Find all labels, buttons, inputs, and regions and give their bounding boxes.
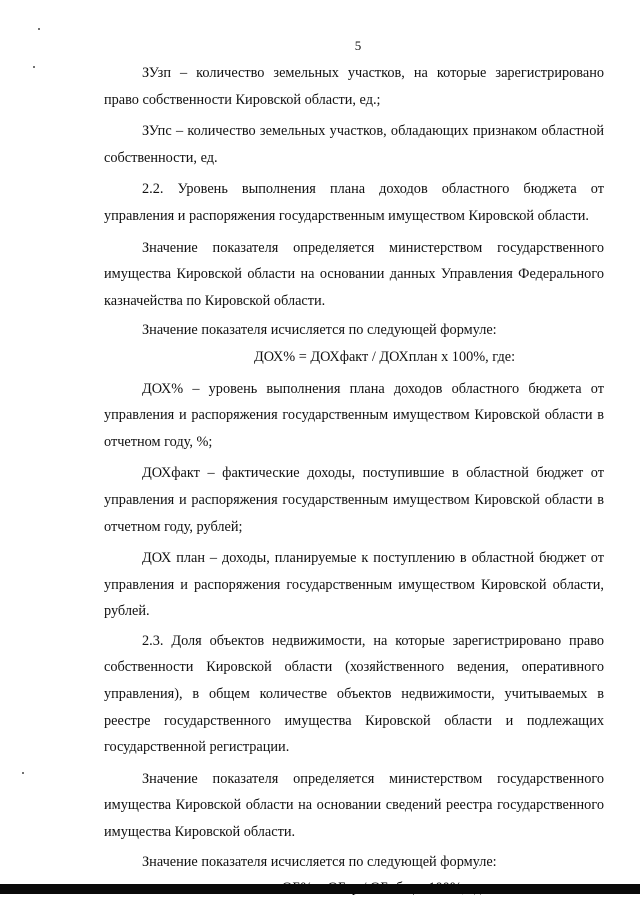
document-body: [104, 60, 604, 902]
page-number: 5: [354, 38, 362, 53]
scan-speck: [38, 28, 40, 30]
formula-intro-2: Значение показателя исчисляется по следующей формуле:: [142, 853, 497, 870]
section-2-3-heading: 2.3. Доля объектов недвижимости, на которые зарегистрировано право собственности Кировской области (хозяйственного ведения, оперативного управления), в общем количестве объектов недвижимости, учитываемых в реестре государственного имущества Кировской области и подлежащих государственной регистрации.: [104, 632, 604, 756]
section-2-2-heading: 2.2. Уровень выполнения плана доходов областного бюджета от управления и распоряжения государственным имуществом Кировской области.: [104, 181, 604, 224]
formula-intro: Значение показателя исчисляется по следующей формуле:: [142, 322, 497, 339]
definition-zuzp: ЗУзп – количество земельных участков, на которые зарегистрировано право собственности Кировской области, ед.;: [104, 65, 604, 108]
definition-zups: ЗУпс – количество земельных участков, обладающих признаком областной собственности, ед.: [104, 123, 604, 166]
scan-bottom-edge: [0, 884, 640, 894]
definition-dox-plan: ДОХ план – доходы, планируемые к поступлению в областной бюджет от управления и распоряжения государственным имуществом Кировской области, рублей.: [104, 550, 604, 620]
indicator-source-paragraph-2: Значение показателя определяется министерством государственного имущества Кировской области на основании сведений реестра государственного имущества Кировской области.: [104, 770, 604, 841]
scan-speck: [33, 66, 35, 68]
formula-dox: ДОХ% = ДОХфакт / ДОХплан х 100%, где:: [254, 348, 516, 365]
definition-dox-percent: ДОХ% – уровень выполнения плана доходов областного бюджета от управления и распоряжения государственным имуществом Кировской области в отчетном году, %;: [104, 380, 604, 450]
definition-dox-fact: ДОХфакт – фактические доходы, поступившие в областной бюджет от управления и распоряжения государственным имуществом Кировской области в отчетном году, рублей;: [104, 465, 604, 535]
indicator-source-paragraph: Значение показателя определяется министерством государственного имущества Кировской области на основании данных Управления Федерального казначейства по Кировской области.: [104, 239, 604, 309]
scan-speck: [22, 772, 24, 774]
